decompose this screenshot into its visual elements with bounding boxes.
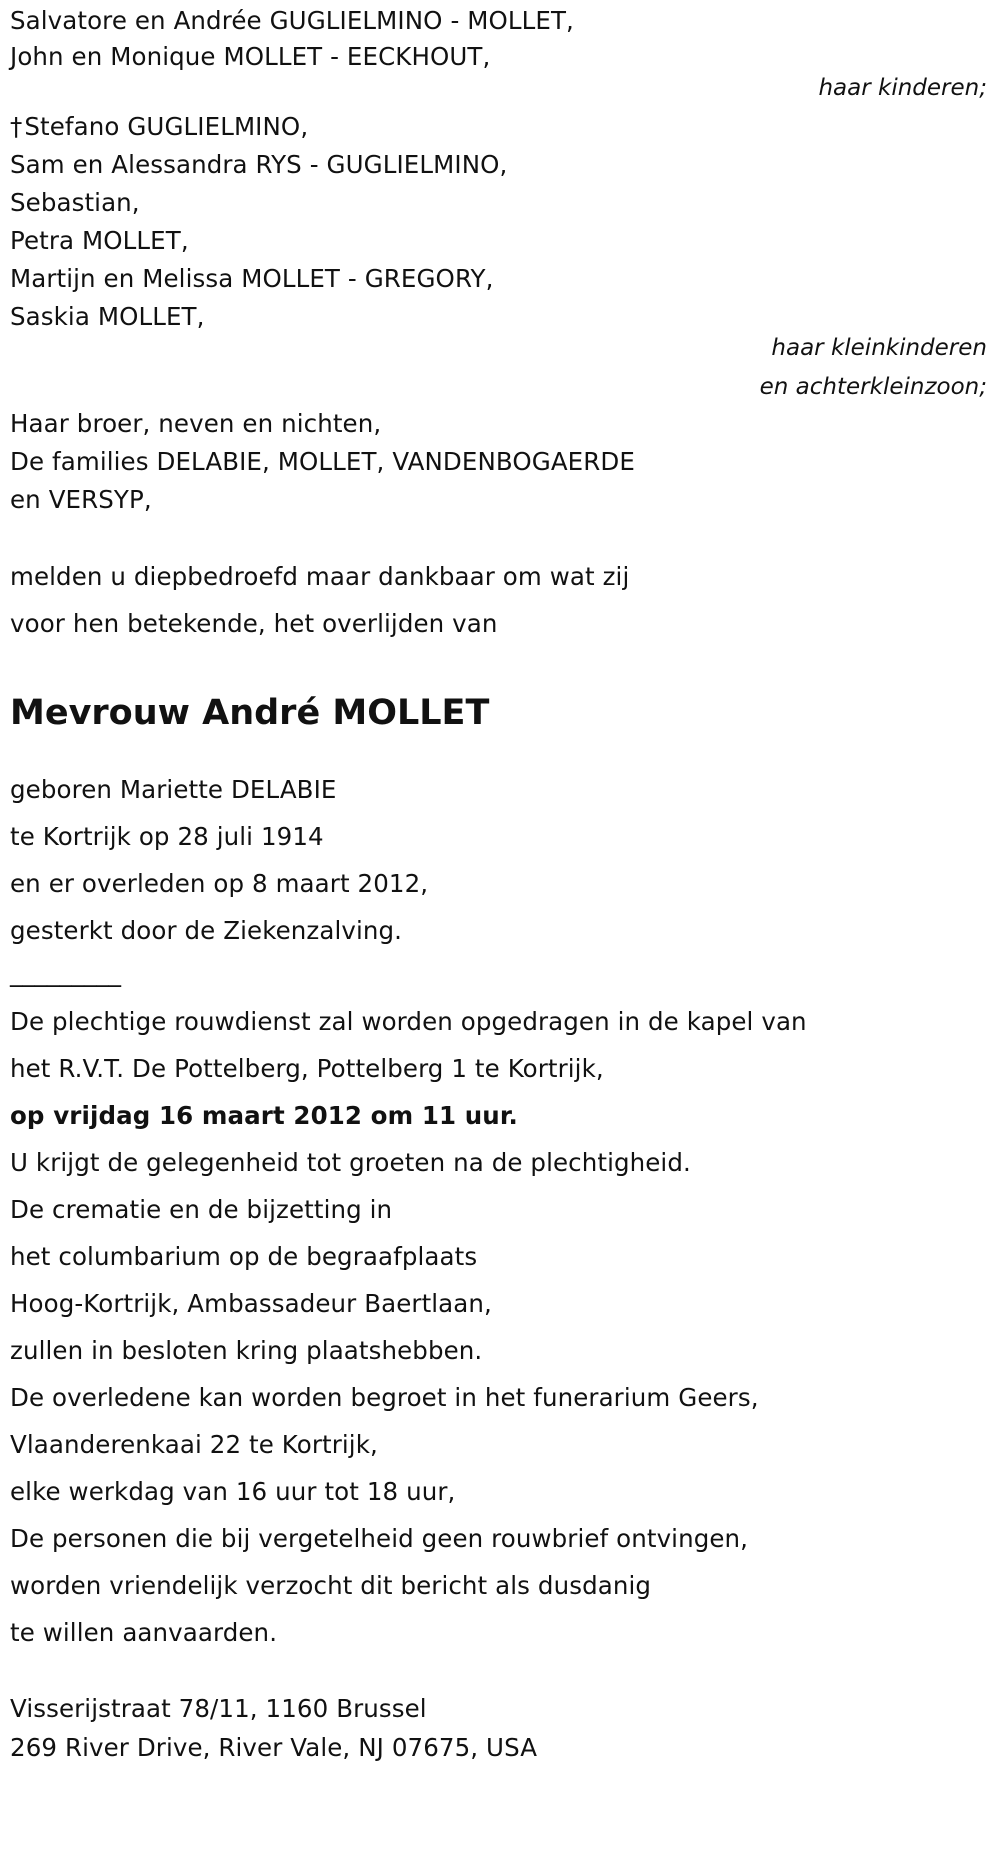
deceased-detail-2: te Kortrijk op 28 juli 1914 (10, 822, 324, 851)
relatives-line-2: De families DELABIE, MOLLET, VANDENBOGAERDE (10, 447, 635, 476)
announcement-line-1: melden u diepbedroefd maar dankbaar om wat zij (10, 562, 630, 591)
service-intro-2: het R.V.T. De Pottelberg, Pottelberg 1 te Kortrijk, (10, 1054, 604, 1083)
grandchild-name: Stefano GUGLIELMINO, (24, 112, 309, 141)
deceased-detail-3: en er overleden op 8 maart 2012, (10, 869, 429, 898)
service-detail-5: zullen in besloten kring plaatshebben. (10, 1336, 483, 1365)
service-detail-8: elke werkdag van 16 uur tot 18 uur, (10, 1477, 456, 1506)
deceased-name: Mevrouw André MOLLET (10, 693, 490, 733)
service-detail-3: het columbarium op de begraafplaats (10, 1242, 478, 1271)
children-line-2: John en Monique MOLLET - EECKHOUT, (10, 42, 491, 71)
relatives-line-3: en VERSYP, (10, 485, 152, 514)
grandchildren-label-2: en achterkleinzoon; (759, 374, 987, 400)
children-line-1: Salvatore en Andrée GUGLIELMINO - MOLLET, (10, 6, 574, 35)
service-detail-10: worden vriendelijk verzocht dit bericht als dusdanig (10, 1571, 652, 1600)
deceased-detail-4: gesterkt door de Ziekenzalving. (10, 916, 403, 945)
address-1: Visserijstraat 78/11, 1160 Brussel (10, 1694, 427, 1723)
service-date: op vrijdag 16 maart 2012 om 11 uur. (10, 1101, 518, 1130)
deceased-detail-1: geboren Mariette DELABIE (10, 775, 337, 804)
service-detail-7: Vlaanderenkaai 22 te Kortrijk, (10, 1430, 378, 1459)
grandchildren-line-6: Saskia MOLLET, (10, 302, 205, 331)
separator-line: _________ (10, 958, 122, 987)
address-2: 269 River Drive, River Vale, NJ 07675, USA (10, 1733, 538, 1762)
grandchildren-line-2: Sam en Alessandra RYS - GUGLIELMINO, (10, 150, 508, 179)
children-label: haar kinderen; (818, 75, 987, 101)
service-detail-1: U krijgt de gelegenheid tot groeten na de plechtigheid. (10, 1148, 691, 1177)
grandchildren-label-1: haar kleinkinderen (771, 335, 987, 361)
grandchildren-line-3: Sebastian, (10, 188, 140, 217)
announcement-line-2: voor hen betekende, het overlijden van (10, 609, 498, 638)
grandchildren-line-1 (10, 110, 308, 144)
service-detail-9: De personen die bij vergetelheid geen rouwbrief ontvingen, (10, 1524, 749, 1553)
service-detail-6: De overledene kan worden begroet in het funerarium Geers, (10, 1383, 759, 1412)
grandchildren-line-4: Petra MOLLET, (10, 226, 189, 255)
service-detail-11: te willen aanvaarden. (10, 1618, 278, 1647)
service-detail-2: De crematie en de bijzetting in (10, 1195, 393, 1224)
deceased-cross-icon: † (10, 112, 23, 141)
relatives-line-1: Haar broer, neven en nichten, (10, 409, 382, 438)
service-intro-1: De plechtige rouwdienst zal worden opgedragen in de kapel van (10, 1007, 807, 1036)
service-detail-4: Hoog-Kortrijk, Ambassadeur Baertlaan, (10, 1289, 492, 1318)
grandchildren-line-5: Martijn en Melissa MOLLET - GREGORY, (10, 264, 494, 293)
